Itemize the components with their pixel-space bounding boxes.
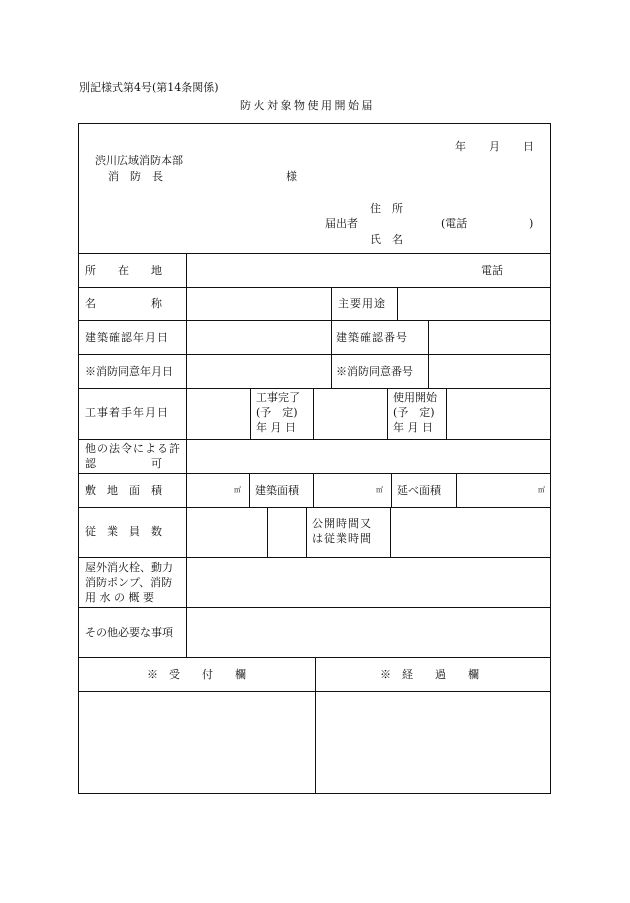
applicant-label: 届出者 — [325, 217, 358, 230]
column-divider — [390, 507, 391, 557]
building-area-label: 建築面積 — [255, 484, 299, 497]
site-area-label: 敷 地 面 積 — [85, 484, 162, 497]
total-floor-area-label: 延べ面積 — [397, 484, 441, 497]
hydrant-label: 屋外消火栓、動力 — [85, 561, 173, 574]
page-title: 防火対象物使用開始届 — [240, 99, 375, 112]
hours-label: 公開時間又 — [312, 517, 372, 530]
construction-start-label: 工事着手年月日 — [85, 406, 169, 419]
column-divider — [387, 388, 388, 439]
row-divider — [78, 439, 551, 440]
location-label: 所 在 地 — [85, 264, 162, 277]
area-unit: ㎡ — [376, 486, 383, 494]
column-divider — [249, 473, 250, 507]
use-start-label: (予 定) — [393, 406, 435, 419]
hydrant-label: 消防ポンプ、消防 — [85, 576, 173, 589]
footer-column-divider — [315, 657, 316, 794]
construction-end-label: 工事完了 — [256, 391, 300, 404]
addressee-org: 渋川広域消防本部 — [95, 154, 183, 167]
column-divider — [397, 287, 398, 320]
phone-field-label: 電話 — [481, 264, 503, 277]
column-divider — [428, 320, 429, 388]
fire-consent-number-label: ※消防同意番号 — [336, 365, 413, 378]
area-unit: ㎡ — [538, 486, 545, 494]
row-divider — [78, 354, 551, 355]
column-divider — [313, 473, 314, 507]
use-start-label: 年 月 日 — [393, 421, 433, 434]
row-divider — [78, 388, 551, 389]
date-year: 年 — [455, 140, 466, 153]
address-label: 住 所 — [370, 202, 403, 215]
employees-label: 従 業 員 数 — [85, 525, 162, 538]
use-start-label: 使用開始 — [393, 391, 437, 404]
row-divider — [78, 607, 551, 608]
name-label: 氏 名 — [370, 233, 403, 246]
row-divider — [78, 253, 551, 254]
row-divider — [78, 473, 551, 474]
column-divider — [446, 388, 447, 439]
hydrant-label: 用 水 の 概 要 — [85, 591, 154, 604]
label-column-divider — [186, 253, 187, 657]
name-field-label: 名 称 — [85, 297, 162, 310]
date-month: 月 — [489, 140, 500, 153]
column-divider — [313, 388, 314, 439]
phone-close: ) — [529, 217, 534, 230]
area-unit: ㎡ — [234, 486, 241, 494]
column-divider — [456, 473, 457, 507]
addressee-title: 消 防 長 — [108, 170, 163, 183]
phone-label: (電話 — [441, 217, 468, 230]
row-divider — [78, 320, 551, 321]
build-confirm-date-label: 建築確認年月日 — [85, 331, 169, 344]
row-divider — [78, 507, 551, 508]
date-day: 日 — [523, 140, 534, 153]
hours-label: は従業時間 — [312, 532, 372, 545]
addressee-honorific: 様 — [286, 170, 297, 183]
build-confirm-number-label: 建築確認番号 — [336, 331, 408, 344]
column-divider — [391, 473, 392, 507]
fire-consent-date-label: ※消防同意年月日 — [85, 365, 173, 378]
column-divider — [267, 507, 268, 557]
construction-end-label: 年 月 日 — [256, 421, 296, 434]
other-law-label: 認 可 — [85, 457, 162, 470]
reception-label: ※ 受 付 欄 — [147, 668, 246, 681]
column-divider — [306, 507, 307, 557]
other-law-label: 他の法令による許 — [85, 442, 181, 455]
row-divider — [78, 287, 551, 288]
column-divider — [250, 388, 251, 439]
form-number: 別記様式第4号(第14条関係) — [79, 81, 219, 94]
construction-end-label: (予 定) — [256, 406, 298, 419]
main-use-label: 主要用途 — [338, 297, 386, 310]
other-items-label: その他必要な事項 — [85, 626, 173, 639]
row-divider — [78, 557, 551, 558]
progress-label: ※ 経 過 欄 — [380, 668, 479, 681]
column-divider — [331, 287, 332, 388]
